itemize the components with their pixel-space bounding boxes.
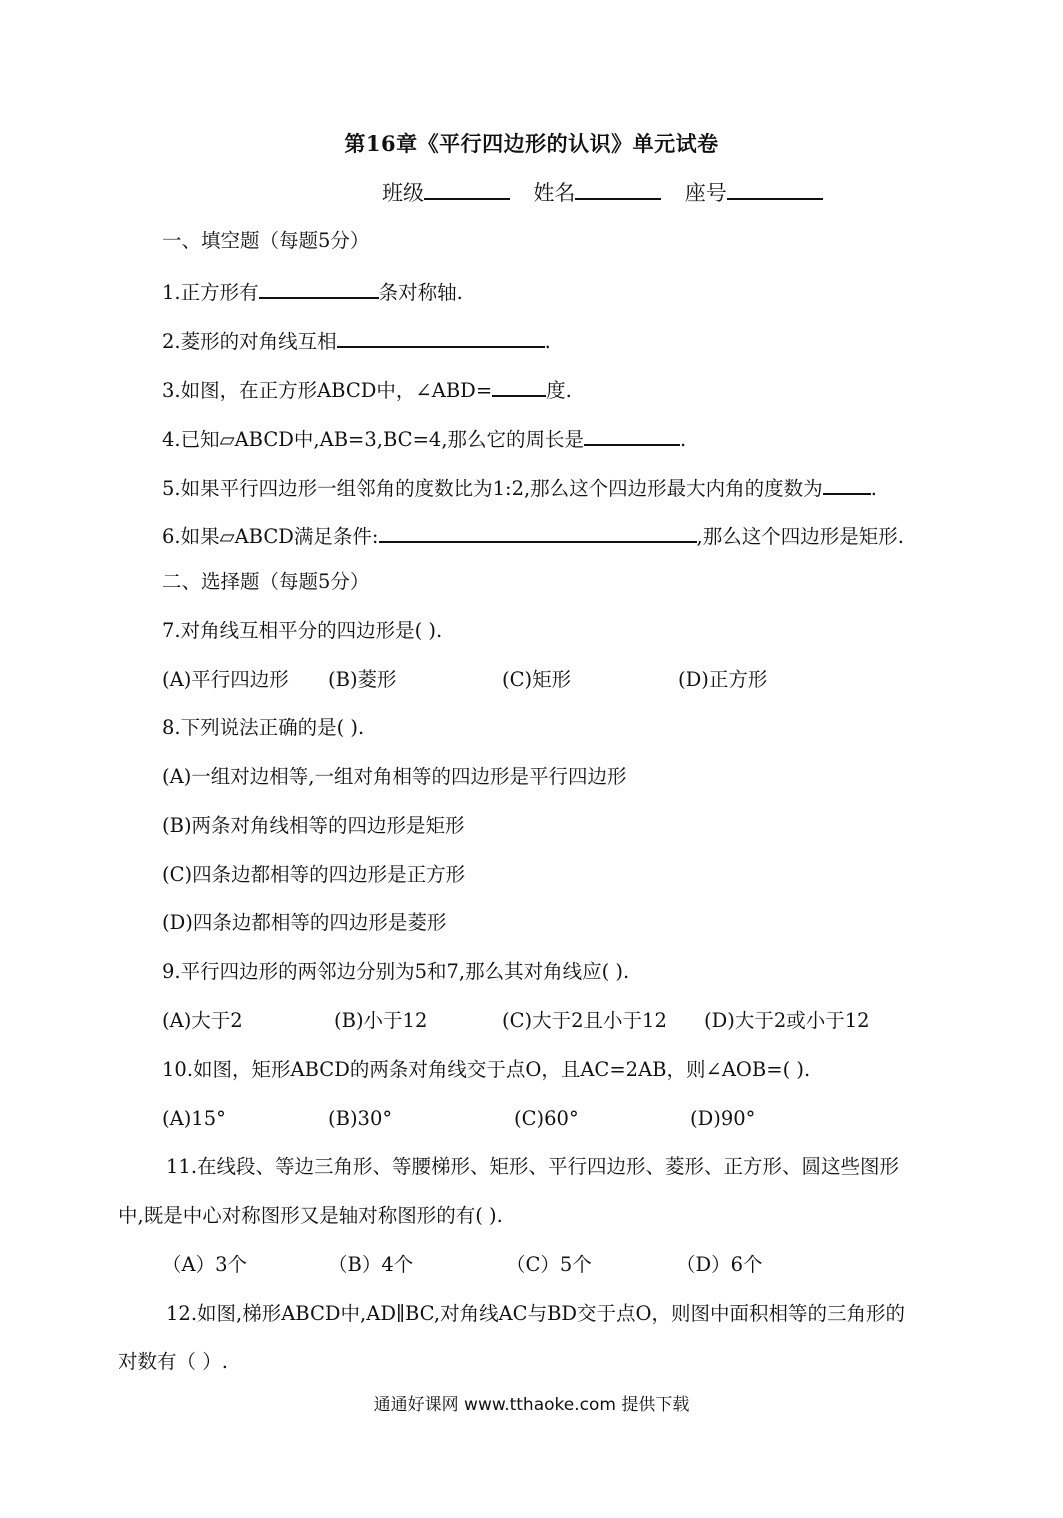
student-info-row	[382, 176, 823, 207]
q10-option-c[interactable]: (C)60°	[514, 1107, 579, 1130]
section2-heading: 二、选择题（每题5分）	[162, 570, 370, 593]
question-10: 10.如图，矩形ABCD的两条对角线交于点O，且AC=2AB，则∠AOB=( ).	[162, 1058, 811, 1081]
q9-option-a[interactable]: (A)大于2	[162, 1009, 243, 1032]
q11-option-d[interactable]: （D）6个	[676, 1253, 763, 1276]
question-6	[162, 521, 904, 550]
page-title: 第16章《平行四边形的认识》单元试卷	[344, 131, 719, 156]
q7-option-c[interactable]: (C)矩形	[502, 668, 572, 691]
q3-text: 3.如图，在正方形ABCD中，∠ABD=	[162, 379, 493, 402]
question-12-line2: 对数有（ ）.	[118, 1350, 228, 1373]
q8-option-b[interactable]: (B)两条对角线相等的四边形是矩形	[162, 814, 465, 837]
q8-option-a[interactable]: (A)一组对边相等,一组对角相等的四边形是平行四边形	[162, 765, 627, 788]
q4-answer-blank[interactable]	[584, 424, 680, 446]
q7-option-a[interactable]: (A)平行四边形	[162, 668, 289, 691]
seat-label: 座号	[684, 181, 727, 205]
q7-option-d[interactable]: (D)正方形	[678, 668, 768, 691]
name-blank[interactable]	[575, 176, 661, 200]
question-2	[162, 326, 551, 355]
q10-option-a[interactable]: (A)15°	[162, 1107, 226, 1130]
question-11-line1: 11.在线段、等边三角形、等腰梯形、矩形、平行四边形、菱形、正方形、圆这些图形	[166, 1155, 900, 1178]
q5-text: 5.如果平行四边形一组邻角的度数比为1:2,那么这个四边形最大内角的度数为	[162, 477, 823, 500]
q9-option-b[interactable]: (B)小于12	[334, 1009, 428, 1032]
q3-answer-blank[interactable]	[492, 375, 546, 397]
q6-text-after: ,那么这个四边形是矩形.	[696, 525, 904, 548]
question-4	[162, 424, 686, 453]
q8-option-d[interactable]: (D)四条边都相等的四边形是菱形	[162, 911, 447, 934]
question-8: 8.下列说法正确的是( ).	[162, 716, 365, 739]
q2-text: 2.菱形的对角线互相	[162, 330, 337, 353]
q4-text: 4.已知▱ABCD中,AB=3,BC=4,那么它的周长是	[162, 428, 585, 451]
question-1	[162, 277, 463, 306]
q1-text-after: 条对称轴.	[378, 281, 463, 304]
q3-text-after: 度.	[546, 379, 572, 402]
section1-heading: 一、填空题（每题5分）	[162, 229, 370, 252]
q7-option-b[interactable]: (B)菱形	[328, 668, 397, 691]
q2-answer-blank[interactable]	[337, 326, 545, 348]
question-12-line1: 12.如图,梯形ABCD中,AD∥BC,对角线AC与BD交于点O，则图中面积相等的三角形的	[166, 1302, 906, 1325]
q5-text-after: .	[870, 477, 877, 500]
q5-answer-blank[interactable]	[823, 473, 871, 495]
question-3	[162, 375, 572, 404]
class-label: 班级	[382, 181, 424, 205]
seat-blank[interactable]	[727, 176, 823, 200]
q2-text-after: .	[544, 330, 551, 353]
footer-credit: 通通好课网 www.tthaoke.com 提供下载	[373, 1395, 690, 1415]
q11-option-a[interactable]: （A）3个	[162, 1253, 247, 1276]
q11-option-c[interactable]: （C）5个	[506, 1253, 592, 1276]
q6-text: 6.如果▱ABCD满足条件:	[162, 525, 379, 548]
q9-option-d[interactable]: (D)大于2或小于12	[704, 1009, 870, 1032]
q10-option-d[interactable]: (D)90°	[690, 1107, 756, 1130]
question-9: 9.平行四边形的两邻边分别为5和7,那么其对角线应( ).	[162, 960, 630, 983]
q4-text-after: .	[680, 428, 687, 451]
q6-answer-blank[interactable]	[379, 521, 697, 543]
q10-option-b[interactable]: (B)30°	[328, 1107, 393, 1130]
q1-answer-blank[interactable]	[259, 277, 379, 299]
q11-option-b[interactable]: （B）4个	[328, 1253, 414, 1276]
q8-option-c[interactable]: (C)四条边都相等的四边形是正方形	[162, 863, 466, 886]
question-11-line2: 中,既是中心对称图形又是轴对称图形的有( ).	[118, 1204, 503, 1227]
question-7: 7.对角线互相平分的四边形是( ).	[162, 619, 443, 642]
q9-option-c[interactable]: (C)大于2且小于12	[502, 1009, 667, 1032]
class-blank[interactable]	[424, 176, 510, 200]
q1-text: 1.正方形有	[162, 281, 259, 304]
question-5	[162, 473, 877, 502]
name-label: 姓名	[533, 181, 576, 205]
